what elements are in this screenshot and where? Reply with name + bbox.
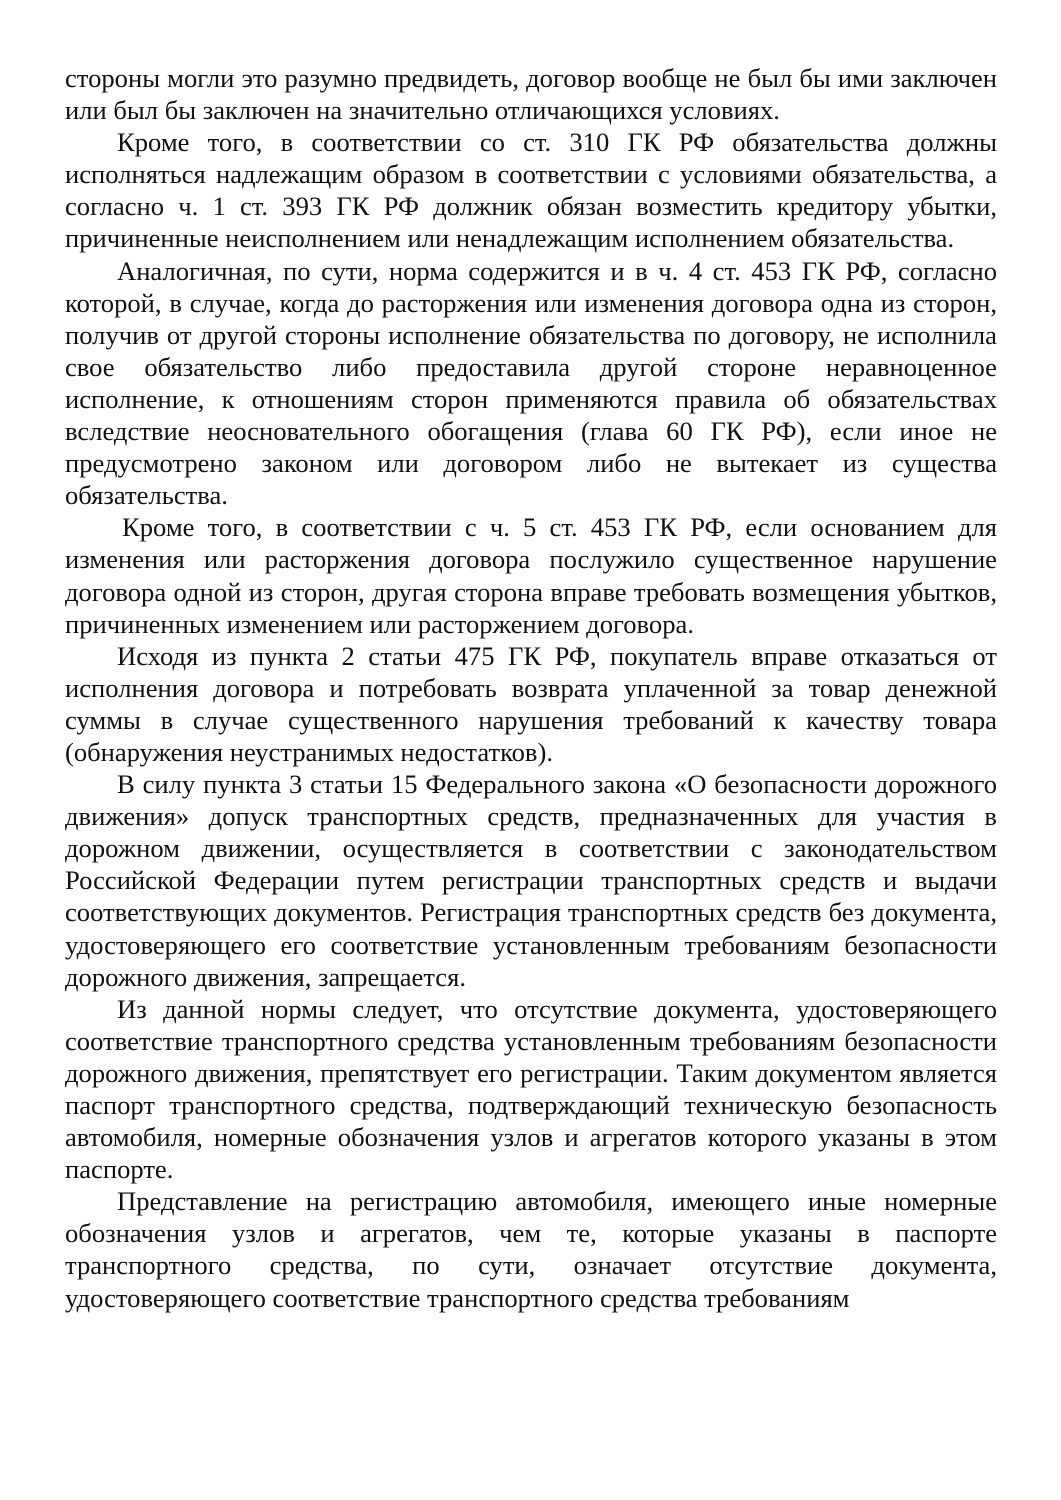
paragraph-analogous-norm: Аналогичная, по сути, норма содержится и в ч. 4 ст. 453 ГК РФ, согласно которой, в случае, когда до расторжения или изменения договора одна из сторон, получив от другой стороны исполнение обязательства по договору, не исполнила свое обязательство либо предоставила другой стороне неравноценное исполнение, к отношениям сторон применяются правила об обязательствах вследствие неосновательного обогащения (глава 60 ГК РФ), если иное не предусмотрено законом или договором либо не вытекает из существа обязательства. bbox=[65, 255, 997, 511]
paragraph-damages: Кроме того, в соответствии с ч. 5 ст. 453 ГК РФ, если основанием для изменения или расторжения договора послужило существенное нарушение договора одной из сторон, другая сторона вправе требовать возмещения убытков, причиненных изменением или расторжением договора. bbox=[65, 512, 997, 639]
paragraph-obligations: Кроме того, в соответствии со ст. 310 ГК РФ обязательства должны исполняться надлежащим образом в соответствии с условиями обязательства, а согласно ч. 1 ст. 393 ГК РФ должник обязан возместить кредитору убытки, причиненные неисполнением или ненадлежащим исполнением обязательства. bbox=[65, 127, 997, 254]
paragraph-buyer-rights: Исходя из пункта 2 статьи 475 ГК РФ, покупатель вправе отказаться от исполнения договора и потребовать возврата уплаченной за товар денежной суммы в случае существенного нарушения требований к качеству товара (обнаружения неустранимых недостатков). bbox=[65, 640, 997, 767]
paragraph-registration-norm: Из данной нормы следует, что отсутствие документа, удостоверяющего соответствие транспортного средства установленным требованиям безопасности дорожного движения, препятствует его регистрации. Таким документом является паспорт транспортного средства, подтверждающий техническую безопасность автомобиля, номерные обозначения узлов и агрегатов которого указаны в этом паспорте. bbox=[65, 993, 997, 1185]
document-body bbox=[65, 62, 997, 1314]
paragraph-vehicle-registration: Представление на регистрацию автомобиля, имеющего иные номерные обозначения узлов и агрегатов, чем те, которые указаны в паспорте транспортного средства, по сути, означает отсутствие документа, удостоверяющего соответствие транспортного средства требованиям bbox=[65, 1186, 997, 1313]
paragraph-road-safety-law: В силу пункта 3 статьи 15 Федерального закона «О безопасности дорожного движения» допуск транспортных средств, предназначенных для участия в дорожном движении, осуществляется в соответствии с законодательством Российской Федерации путем регистрации транспортных средств и выдачи соответствующих документов. Регистрация транспортных средств без документа, удостоверяющего его соответствие установленным требованиям безопасности дорожного движения, запрещается. bbox=[65, 769, 997, 992]
paragraph-continuation: стороны могли это разумно предвидеть, договор вообще не был бы ими заключен или был бы заключен на значительно отличающихся условиях. bbox=[65, 63, 997, 126]
